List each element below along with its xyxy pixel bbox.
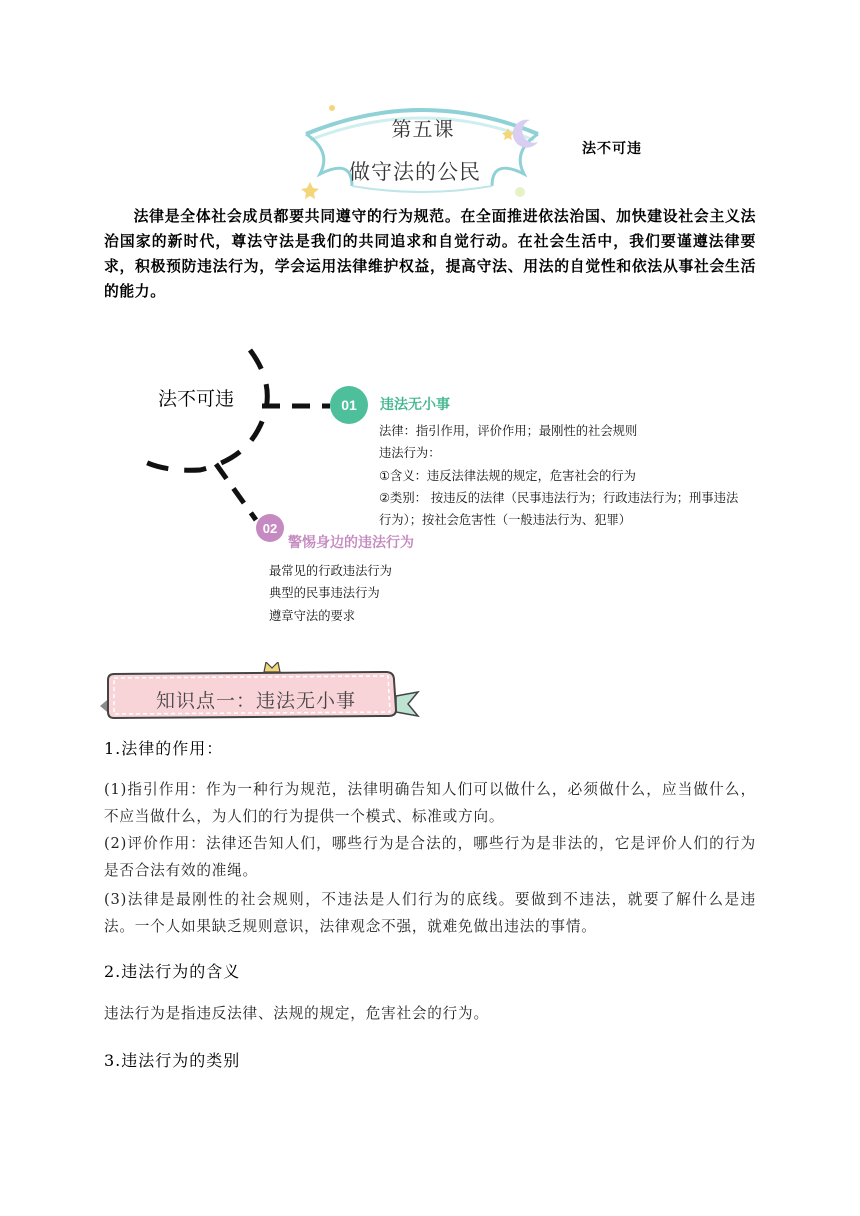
mindmap-root: 法不可违 xyxy=(158,389,235,410)
branch1-number-badge: 01 xyxy=(330,386,368,424)
star-icon xyxy=(301,182,319,199)
branch2-line: 典型的民事违法行为 xyxy=(269,586,380,601)
branch1-line: 违法行为： xyxy=(379,446,441,461)
paragraph-illegal-definition: 违法行为是指违反法律、法规的规定，危害社会的行为。 xyxy=(104,1005,489,1022)
paragraph-rigid-rule: (3)法律是最刚性的社会规则，不违法是人们行为的底线。要做到不违法，就要了解什么是违法。一个人如果缺乏规则意识，法律观念不强，就难免做出违法的事情。 xyxy=(104,891,756,935)
mindmap-lines xyxy=(130,330,390,530)
dot-decoration xyxy=(329,105,335,111)
branch1-line: 法律：指引作用，评价作用；最刚性的社会规则 xyxy=(379,424,638,438)
lesson-title: 第五课 xyxy=(391,117,455,141)
branch2-body xyxy=(269,560,392,627)
branch2-title: 警惕身边的违法行为 xyxy=(288,535,414,551)
heading-illegal-meaning: 2.违法行为的含义 xyxy=(104,962,241,981)
branch1-line: ②类别： 按违反的法律（民事违法行为；行政违法行为；刑事违法行为）；按社会危害性（一般违法行为、犯罪） xyxy=(379,490,739,528)
unit-tag: 法不可违 xyxy=(582,141,642,157)
flag-icon xyxy=(264,662,280,672)
intro-paragraph: 法律是全体社会成员都要共同遵守的行为规范。在全面推进依法治国、加快建设社会主义法治国家的新时代，尊法守法是我们的共同追求和自觉行动。在社会生活中，我们要谨遵法律要求，积极预防违法行为，学会运用法律维护权益，提高守法、用法的自觉性和依法从事社会生活的能力。 xyxy=(104,208,756,300)
heading-law-functions: 1.法律的作用： xyxy=(104,739,224,758)
branch2-line: 遵章守法的要求 xyxy=(269,608,356,623)
paragraph-evaluation: (2)评价作用：法律还告知人们，哪些行为是合法的，哪些行为是非法的，它是评价人们的行为是否合法有效的准绳。 xyxy=(104,835,756,879)
branch1-body xyxy=(379,420,739,531)
branch1-title: 违法无小事 xyxy=(380,397,450,413)
heading-illegal-categories: 3.违法行为的类别 xyxy=(104,1051,241,1070)
lesson-subtitle: 做守法的公民 xyxy=(349,160,481,184)
branch2-line: 最常见的行政违法行为 xyxy=(269,564,392,578)
dot-decoration xyxy=(515,187,525,197)
paragraph-guidance: (1)指引作用：作为一种行为规范，法律明确告知人们可以做什么，必须做什么，应当做什么，不应当做什么，为人们的行为提供一个模式、标准或方向。 xyxy=(104,781,756,825)
branch1-line: ①含义：违反法律法规的规定，危害社会的行为 xyxy=(379,468,636,483)
branch2-number-badge: 02 xyxy=(256,514,284,542)
section-title: 知识点一：违法无小事 xyxy=(156,690,357,712)
